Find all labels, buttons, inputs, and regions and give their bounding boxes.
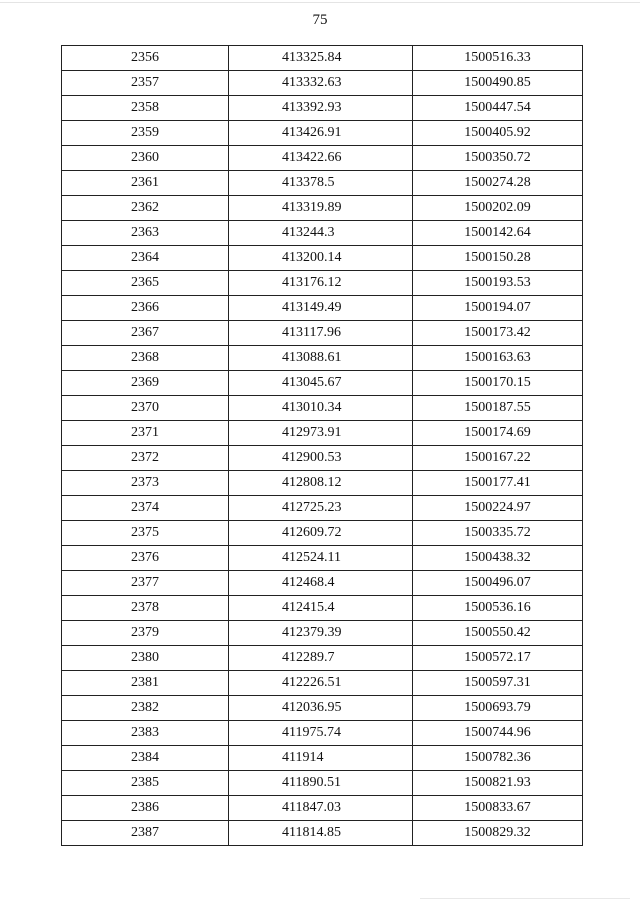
table-row	[62, 721, 583, 746]
x-coordinate-cell: 412468.4	[229, 571, 413, 596]
x-coordinate-cell: 412289.7	[229, 646, 413, 671]
y-coordinate-cell: 1500447.54	[413, 96, 583, 121]
y-coordinate-cell: 1500335.72	[413, 521, 583, 546]
table-row	[62, 596, 583, 621]
table-row	[62, 171, 583, 196]
y-coordinate-cell: 1500438.32	[413, 546, 583, 571]
x-coordinate-cell: 412808.12	[229, 471, 413, 496]
y-coordinate-cell: 1500496.07	[413, 571, 583, 596]
point-number-cell: 2373	[62, 471, 229, 496]
table-row	[62, 546, 583, 571]
point-number-cell: 2380	[62, 646, 229, 671]
x-coordinate-cell: 413010.34	[229, 396, 413, 421]
x-coordinate-cell: 412415.4	[229, 596, 413, 621]
x-coordinate-cell: 413378.5	[229, 171, 413, 196]
point-number-cell: 2374	[62, 496, 229, 521]
table-row	[62, 371, 583, 396]
x-coordinate-cell: 413117.96	[229, 321, 413, 346]
table-row	[62, 246, 583, 271]
table-row	[62, 571, 583, 596]
y-coordinate-cell: 1500177.41	[413, 471, 583, 496]
x-coordinate-cell: 412524.11	[229, 546, 413, 571]
point-number-cell: 2363	[62, 221, 229, 246]
point-number-cell: 2362	[62, 196, 229, 221]
y-coordinate-cell: 1500173.42	[413, 321, 583, 346]
point-number-cell: 2376	[62, 546, 229, 571]
table-row	[62, 421, 583, 446]
point-number-cell: 2386	[62, 796, 229, 821]
point-number-cell: 2375	[62, 521, 229, 546]
x-coordinate-cell: 412036.95	[229, 696, 413, 721]
table-row	[62, 796, 583, 821]
point-number-cell: 2381	[62, 671, 229, 696]
x-coordinate-cell: 411847.03	[229, 796, 413, 821]
y-coordinate-cell: 1500194.07	[413, 296, 583, 321]
y-coordinate-cell: 1500744.96	[413, 721, 583, 746]
table-row	[62, 821, 583, 846]
point-number-cell: 2356	[62, 46, 229, 71]
table-row	[62, 146, 583, 171]
y-coordinate-cell: 1500597.31	[413, 671, 583, 696]
table-row	[62, 121, 583, 146]
x-coordinate-cell: 413392.93	[229, 96, 413, 121]
table-row	[62, 771, 583, 796]
table-row	[62, 446, 583, 471]
x-coordinate-cell: 412725.23	[229, 496, 413, 521]
x-coordinate-cell: 412973.91	[229, 421, 413, 446]
table-row	[62, 521, 583, 546]
table-row	[62, 396, 583, 421]
point-number-cell: 2358	[62, 96, 229, 121]
y-coordinate-cell: 1500170.15	[413, 371, 583, 396]
point-number-cell: 2383	[62, 721, 229, 746]
x-coordinate-cell: 411814.85	[229, 821, 413, 846]
point-number-cell: 2384	[62, 746, 229, 771]
x-coordinate-cell: 413045.67	[229, 371, 413, 396]
point-number-cell: 2357	[62, 71, 229, 96]
x-coordinate-cell: 412609.72	[229, 521, 413, 546]
table-row	[62, 71, 583, 96]
x-coordinate-cell: 412900.53	[229, 446, 413, 471]
x-coordinate-cell: 413325.84	[229, 46, 413, 71]
table-row	[62, 646, 583, 671]
coordinates-table	[61, 45, 583, 846]
x-coordinate-cell: 412226.51	[229, 671, 413, 696]
y-coordinate-cell: 1500167.22	[413, 446, 583, 471]
point-number-cell: 2359	[62, 121, 229, 146]
y-coordinate-cell: 1500821.93	[413, 771, 583, 796]
y-coordinate-cell: 1500829.32	[413, 821, 583, 846]
x-coordinate-cell: 412379.39	[229, 621, 413, 646]
y-coordinate-cell: 1500572.17	[413, 646, 583, 671]
point-number-cell: 2382	[62, 696, 229, 721]
y-coordinate-cell: 1500536.16	[413, 596, 583, 621]
y-coordinate-cell: 1500174.69	[413, 421, 583, 446]
y-coordinate-cell: 1500202.09	[413, 196, 583, 221]
x-coordinate-cell: 413426.91	[229, 121, 413, 146]
y-coordinate-cell: 1500187.55	[413, 396, 583, 421]
y-coordinate-cell: 1500782.36	[413, 746, 583, 771]
point-number-cell: 2367	[62, 321, 229, 346]
table-row	[62, 221, 583, 246]
point-number-cell: 2385	[62, 771, 229, 796]
table-row	[62, 746, 583, 771]
point-number-cell: 2371	[62, 421, 229, 446]
point-number-cell: 2372	[62, 446, 229, 471]
x-coordinate-cell: 411914	[229, 746, 413, 771]
y-coordinate-cell: 1500163.63	[413, 346, 583, 371]
page-number: 75	[312, 12, 328, 28]
point-number-cell: 2378	[62, 596, 229, 621]
point-number-cell: 2387	[62, 821, 229, 846]
table-row	[62, 496, 583, 521]
x-coordinate-cell: 413319.89	[229, 196, 413, 221]
table-row	[62, 96, 583, 121]
y-coordinate-cell: 1500142.64	[413, 221, 583, 246]
table-row	[62, 196, 583, 221]
x-coordinate-cell: 413176.12	[229, 271, 413, 296]
table-row	[62, 346, 583, 371]
point-number-cell: 2364	[62, 246, 229, 271]
point-number-cell: 2366	[62, 296, 229, 321]
table-row	[62, 46, 583, 71]
y-coordinate-cell: 1500693.79	[413, 696, 583, 721]
x-coordinate-cell: 413088.61	[229, 346, 413, 371]
point-number-cell: 2369	[62, 371, 229, 396]
point-number-cell: 2377	[62, 571, 229, 596]
x-coordinate-cell: 411890.51	[229, 771, 413, 796]
scan-edge-top	[0, 2, 640, 3]
point-number-cell: 2370	[62, 396, 229, 421]
x-coordinate-cell: 413332.63	[229, 71, 413, 96]
table-row	[62, 671, 583, 696]
table-row	[62, 296, 583, 321]
x-coordinate-cell: 411975.74	[229, 721, 413, 746]
x-coordinate-cell: 413422.66	[229, 146, 413, 171]
x-coordinate-cell: 413149.49	[229, 296, 413, 321]
point-number-cell: 2360	[62, 146, 229, 171]
y-coordinate-cell: 1500516.33	[413, 46, 583, 71]
y-coordinate-cell: 1500350.72	[413, 146, 583, 171]
y-coordinate-cell: 1500193.53	[413, 271, 583, 296]
y-coordinate-cell: 1500224.97	[413, 496, 583, 521]
y-coordinate-cell: 1500550.42	[413, 621, 583, 646]
table-row	[62, 271, 583, 296]
coordinates-table-body	[62, 46, 583, 846]
table-row	[62, 621, 583, 646]
x-coordinate-cell: 413244.3	[229, 221, 413, 246]
table-row	[62, 321, 583, 346]
x-coordinate-cell: 413200.14	[229, 246, 413, 271]
y-coordinate-cell: 1500490.85	[413, 71, 583, 96]
scan-edge-bottom	[420, 898, 630, 899]
point-number-cell: 2365	[62, 271, 229, 296]
y-coordinate-cell: 1500150.28	[413, 246, 583, 271]
y-coordinate-cell: 1500274.28	[413, 171, 583, 196]
table-row	[62, 696, 583, 721]
y-coordinate-cell: 1500405.92	[413, 121, 583, 146]
point-number-cell: 2379	[62, 621, 229, 646]
y-coordinate-cell: 1500833.67	[413, 796, 583, 821]
point-number-cell: 2361	[62, 171, 229, 196]
point-number-cell: 2368	[62, 346, 229, 371]
table-row	[62, 471, 583, 496]
